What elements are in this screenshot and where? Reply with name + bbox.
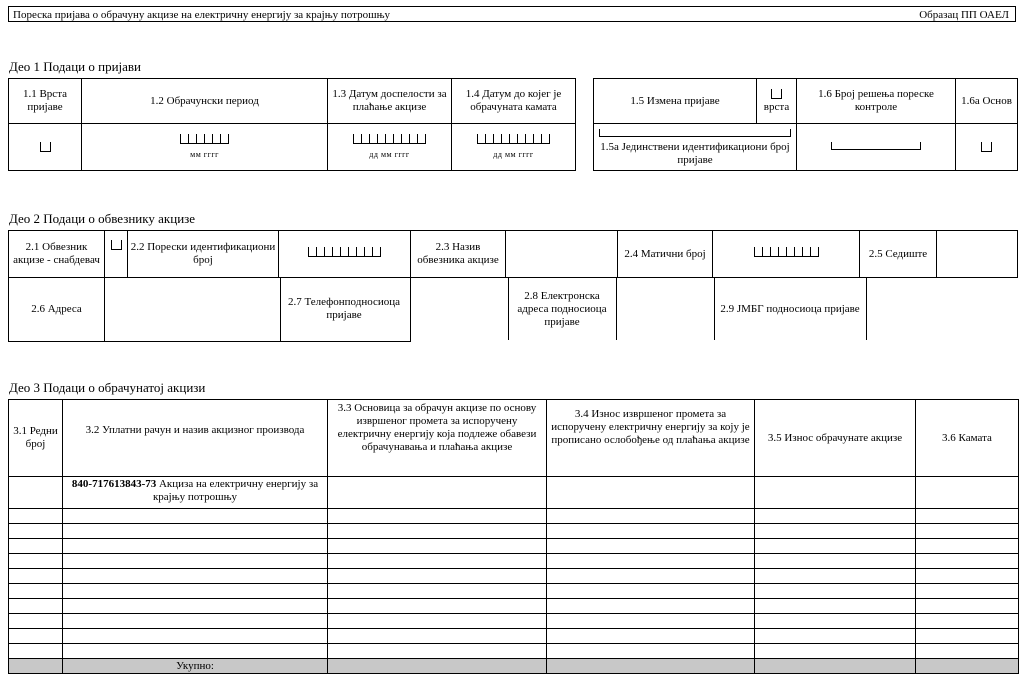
form-code: Образац ПП ОАЕЛ	[919, 9, 1009, 21]
cell-account	[63, 477, 328, 509]
hint-mm-yyyy: мм гггг	[190, 149, 219, 159]
cell[interactable]	[9, 539, 63, 554]
label-2-4: 2.4 Матични број	[618, 231, 713, 278]
field-2-1[interactable]	[105, 231, 128, 278]
label-2-6: 2.6 Адреса	[9, 278, 105, 342]
cell[interactable]	[755, 629, 916, 644]
cell[interactable]	[9, 524, 63, 539]
field-2-7[interactable]	[410, 278, 509, 340]
cell[interactable]	[547, 614, 755, 629]
table-row	[9, 554, 1019, 569]
cell[interactable]	[9, 509, 63, 524]
hint-dd-mm-yyyy: дд мм гггг	[369, 149, 410, 159]
label-1-2: 1.2 Обрачунски период	[82, 79, 328, 124]
label-1-6a: 1.6а Основ	[956, 79, 1018, 124]
product-name: Акциза на електричну енергију за крајњу потрошњу	[152, 478, 319, 503]
cell[interactable]	[328, 614, 547, 629]
header-3-2: 3.2 Уплатни рачун и назив акцизног производа	[63, 400, 328, 477]
cell[interactable]	[755, 614, 916, 629]
cell[interactable]	[63, 614, 328, 629]
cell[interactable]	[547, 629, 755, 644]
table-row	[9, 477, 1019, 509]
cell[interactable]	[328, 644, 547, 659]
cell[interactable]	[547, 509, 755, 524]
label-1-1: 1.1 Врста пријаве	[9, 79, 82, 124]
cell[interactable]	[916, 569, 1019, 584]
cell[interactable]	[328, 569, 547, 584]
cell[interactable]	[916, 644, 1019, 659]
field-1-6[interactable]	[797, 124, 956, 171]
cell[interactable]	[9, 614, 63, 629]
cell[interactable]	[755, 599, 916, 614]
label-2-2: 2.2 Порески идентификациони број	[128, 231, 279, 278]
field-1-4[interactable]	[452, 124, 576, 171]
cell[interactable]	[916, 599, 1019, 614]
cell[interactable]	[9, 584, 63, 599]
field-1-6a[interactable]	[956, 124, 1018, 171]
field-1-5-vrsta[interactable]	[757, 79, 797, 124]
cell[interactable]	[328, 539, 547, 554]
part2-title: Део 2 Подаци о обвезнику акцизе	[9, 211, 196, 226]
cell[interactable]	[547, 539, 755, 554]
cell[interactable]	[9, 599, 63, 614]
cell[interactable]	[916, 509, 1019, 524]
cell[interactable]	[328, 524, 547, 539]
part3-title: Део 3 Подаци о обрачунатој акцизи	[9, 380, 206, 395]
label-1-6: 1.6 Број решења пореске контроле	[797, 79, 956, 124]
total-label: Укупно:	[63, 659, 328, 674]
total-row	[9, 659, 1019, 674]
cell-rb[interactable]	[9, 477, 63, 509]
label-vrsta: врста	[763, 101, 790, 113]
cell-3-3[interactable]	[328, 477, 547, 509]
cell-3-6[interactable]	[916, 477, 1019, 509]
table-row	[9, 524, 1019, 539]
table-row	[9, 614, 1019, 629]
cell-3-5[interactable]	[755, 477, 916, 509]
label-1-4: 1.4 Датум до којег је обрачуната камата	[452, 79, 576, 124]
cell[interactable]	[63, 554, 328, 569]
label-2-8-text: 2.8 Електронска адреса подносиоца пријаве	[517, 289, 607, 328]
cell[interactable]	[9, 569, 63, 584]
cell[interactable]	[328, 629, 547, 644]
header-3-3: 3.3 Основица за обрачун акцизе по основу извршеног промета за испоручену електричну енергију која подлеже обавези обрачунавања и плаћања акцизе	[328, 400, 547, 477]
label-1-5: 1.5 Измена пријаве	[594, 79, 757, 124]
cell[interactable]	[328, 509, 547, 524]
cell[interactable]	[755, 554, 916, 569]
cell[interactable]	[755, 539, 916, 554]
cell[interactable]	[916, 539, 1019, 554]
total-3-6[interactable]	[916, 659, 1019, 674]
field-2-2[interactable]	[279, 231, 411, 278]
form-header	[8, 6, 1016, 22]
cell[interactable]	[328, 599, 547, 614]
part1-table-left	[8, 78, 576, 171]
cell[interactable]	[916, 554, 1019, 569]
field-1-3[interactable]	[328, 124, 452, 171]
part1-table-right	[593, 78, 1018, 171]
cell[interactable]	[916, 614, 1019, 629]
label-2-5: 2.5 Седиште	[860, 231, 937, 278]
label-2-7-text: 2.7 Телефонподносиоца пријаве	[287, 296, 401, 321]
cell[interactable]	[63, 584, 328, 599]
field-1-1[interactable]	[9, 124, 82, 171]
table-row	[9, 584, 1019, 599]
cell[interactable]	[328, 554, 547, 569]
header-3-1: 3.1 Редни број	[9, 400, 63, 477]
part1-title: Део 1 Подаци о пријави	[9, 59, 141, 74]
cell[interactable]	[63, 569, 328, 584]
total-cell-blank	[9, 659, 63, 674]
table-row	[9, 509, 1019, 524]
cell[interactable]	[547, 599, 755, 614]
table-row	[9, 569, 1019, 584]
total-3-4[interactable]	[547, 659, 755, 674]
label-1-3: 1.3 Датум доспелости за плаћање акцизе	[328, 79, 452, 124]
cell[interactable]	[9, 644, 63, 659]
cell[interactable]	[547, 644, 755, 659]
cell[interactable]	[63, 524, 328, 539]
form-title: Пореска пријава о обрачуну акцизе на електричну енергију за крајњу потрошњу	[13, 9, 391, 21]
cell[interactable]	[63, 539, 328, 554]
total-3-5[interactable]	[755, 659, 916, 674]
cell[interactable]	[547, 524, 755, 539]
field-2-8[interactable]	[616, 278, 715, 340]
cell[interactable]	[755, 524, 916, 539]
cell[interactable]	[9, 629, 63, 644]
cell[interactable]	[328, 584, 547, 599]
part3-table	[8, 399, 1019, 674]
label-2-7-box	[278, 278, 411, 340]
cell[interactable]	[63, 629, 328, 644]
field-2-3[interactable]	[506, 231, 618, 278]
field-2-5[interactable]	[937, 231, 1018, 278]
table-row	[9, 539, 1019, 554]
cell[interactable]	[63, 599, 328, 614]
account-number: 840-717613843-73	[71, 478, 157, 490]
total-3-3[interactable]	[328, 659, 547, 674]
cell[interactable]	[63, 644, 328, 659]
table-row	[9, 644, 1019, 659]
field-2-4[interactable]	[713, 231, 860, 278]
table-row	[9, 629, 1019, 644]
cell[interactable]	[916, 524, 1019, 539]
cell[interactable]	[63, 509, 328, 524]
label-2-8-box	[508, 278, 617, 340]
cell[interactable]	[547, 554, 755, 569]
label-1-5a: 1.5а Јединствени идентификациони број пријаве	[600, 140, 790, 166]
cell[interactable]	[755, 644, 916, 659]
cell[interactable]	[9, 554, 63, 569]
field-1-2[interactable]	[82, 124, 328, 171]
cell[interactable]	[916, 629, 1019, 644]
field-1-5a[interactable]	[594, 124, 797, 171]
cell[interactable]	[916, 584, 1019, 599]
label-2-9-box	[714, 278, 867, 340]
label-2-9-text: 2.9 ЈМБГ подносиоца пријаве	[720, 302, 860, 315]
header-3-6: 3.6 Камата	[916, 400, 1019, 477]
header-3-4: 3.4 Износ извршеног промета за испоручену електричну енергију за коју је прописано ослобођење од плаћања акцизе	[547, 400, 755, 477]
cell[interactable]	[755, 569, 916, 584]
cell[interactable]	[755, 584, 916, 599]
cell-3-4[interactable]	[547, 477, 755, 509]
label-2-1: 2.1 Обвезник акцизе - снабдевач	[9, 231, 105, 278]
cell[interactable]	[547, 569, 755, 584]
hint-dd-mm-yyyy-2: дд мм гггг	[493, 149, 534, 159]
cell[interactable]	[755, 509, 916, 524]
table-row	[9, 599, 1019, 614]
label-2-3: 2.3 Назив обвезника акцизе	[411, 231, 506, 278]
header-3-5: 3.5 Износ обрачунате акцизе	[755, 400, 916, 477]
cell[interactable]	[547, 584, 755, 599]
